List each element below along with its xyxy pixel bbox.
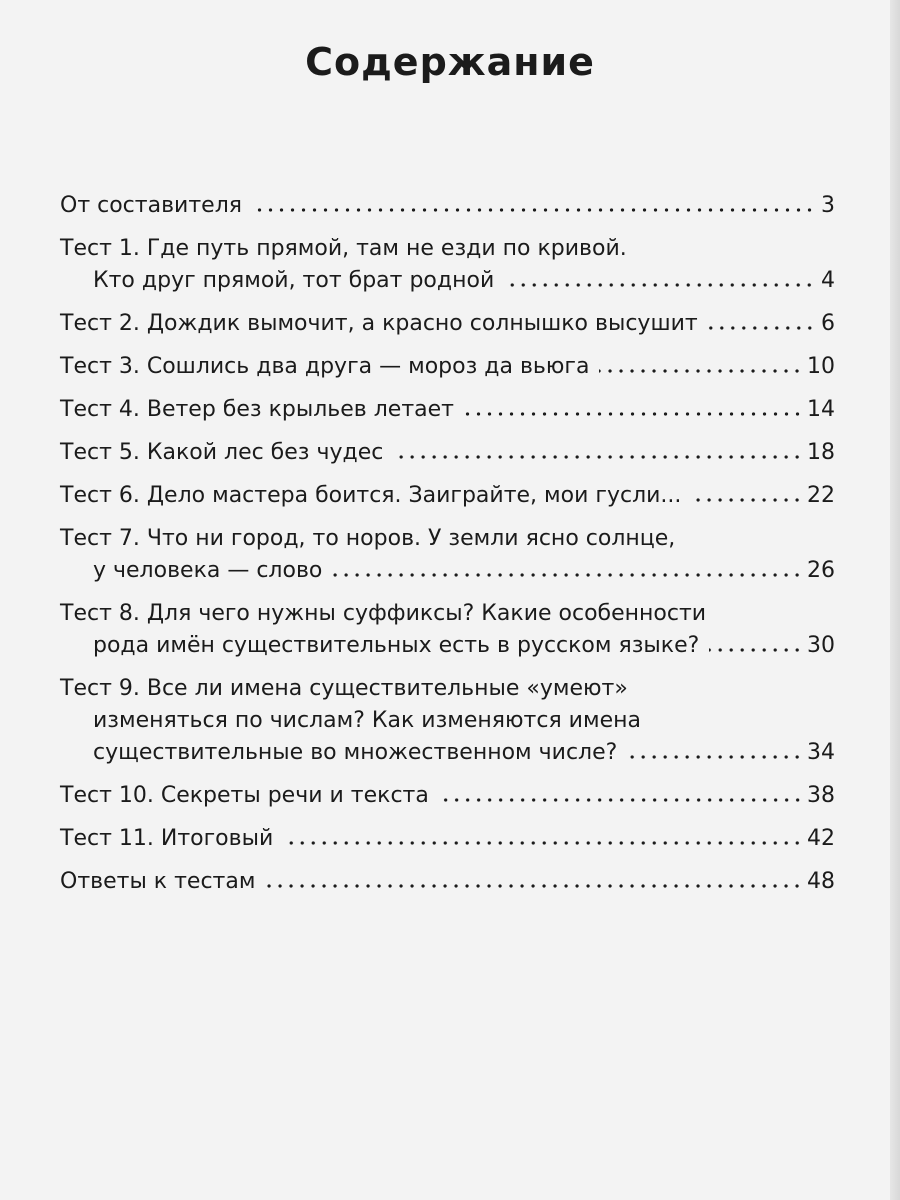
toc-entry-line bbox=[60, 555, 835, 587]
dot-leader bbox=[627, 755, 803, 759]
toc-entry-title: рода имён существительных есть в русском языке? bbox=[93, 633, 700, 658]
dot-leader bbox=[283, 841, 803, 845]
toc-page-number: 30 bbox=[807, 633, 835, 658]
toc-entry-title: Тест 6. Дело мастера боится. Заиграйте, мои гусли... bbox=[60, 483, 682, 508]
toc-entry-line bbox=[60, 823, 835, 855]
toc-entry-title: Тест 9. Все ли имена существительные «умеют» bbox=[60, 676, 628, 701]
toc-entry bbox=[60, 308, 835, 340]
toc-page-number: 42 bbox=[807, 826, 835, 851]
dot-leader bbox=[332, 573, 803, 577]
toc-page-number: 14 bbox=[807, 397, 835, 422]
toc-entry-title: изменяться по числам? Как изменяются имена bbox=[93, 708, 641, 733]
toc-entry bbox=[60, 437, 835, 469]
dot-leader bbox=[708, 326, 815, 330]
toc-entry-line bbox=[60, 437, 835, 469]
toc-entry-title: у человека — слово bbox=[93, 558, 323, 583]
toc-entry-line bbox=[60, 480, 835, 512]
dot-leader bbox=[393, 455, 803, 459]
toc-entry-title: Тест 8. Для чего нужны суффиксы? Какие особенности bbox=[60, 601, 707, 626]
toc-entry-line bbox=[60, 233, 835, 265]
toc-entry-line bbox=[60, 673, 835, 705]
toc-entry bbox=[60, 190, 835, 222]
toc-entry bbox=[60, 598, 835, 662]
toc-page-number: 18 bbox=[807, 440, 835, 465]
toc-entry-line bbox=[60, 598, 835, 630]
toc-entry-line bbox=[60, 308, 835, 340]
toc-entry-line bbox=[60, 705, 835, 737]
toc-page-number: 10 bbox=[807, 354, 835, 379]
toc-entry-line bbox=[60, 265, 835, 297]
toc-page-number: 22 bbox=[807, 483, 835, 508]
dot-leader bbox=[439, 798, 803, 802]
toc-entry-line bbox=[60, 737, 835, 769]
toc-entry-line bbox=[60, 630, 835, 662]
toc-page-number: 4 bbox=[821, 268, 835, 293]
toc-entry-title: Тест 11. Итоговый bbox=[60, 826, 274, 851]
toc-page-number: 6 bbox=[821, 311, 835, 336]
toc-entry-line bbox=[60, 190, 835, 222]
page-edge bbox=[890, 0, 900, 1200]
toc-entry-line bbox=[60, 351, 835, 383]
toc-entry-title: существительные во множественном числе? bbox=[93, 740, 618, 765]
toc-entry bbox=[60, 394, 835, 426]
dot-leader bbox=[599, 369, 803, 373]
dot-leader bbox=[691, 498, 803, 502]
toc-entry-line bbox=[60, 523, 835, 555]
toc-page-number: 38 bbox=[807, 783, 835, 808]
toc-page-number: 26 bbox=[807, 558, 835, 583]
dot-leader bbox=[252, 208, 815, 212]
dot-leader bbox=[709, 648, 803, 652]
toc-entry-title: От составителя bbox=[60, 193, 242, 218]
table-of-contents bbox=[60, 190, 835, 909]
toc-page-number: 48 bbox=[807, 869, 835, 894]
toc-entry bbox=[60, 523, 835, 587]
dot-leader bbox=[504, 283, 815, 287]
toc-entry-line bbox=[60, 866, 835, 898]
page-title: Содержание bbox=[305, 40, 595, 84]
toc-entry-title: Тест 1. Где путь прямой, там не езди по кривой. bbox=[60, 236, 627, 261]
toc-entry bbox=[60, 351, 835, 383]
toc-page-number: 34 bbox=[807, 740, 835, 765]
toc-entry bbox=[60, 780, 835, 812]
toc-entry bbox=[60, 823, 835, 855]
toc-entry-line bbox=[60, 780, 835, 812]
toc-entry bbox=[60, 866, 835, 898]
toc-entry-title: Тест 5. Какой лес без чудес bbox=[60, 440, 384, 465]
toc-entry-line bbox=[60, 394, 835, 426]
toc-page-number: 3 bbox=[821, 193, 835, 218]
dot-leader bbox=[464, 412, 803, 416]
toc-entry-title: Тест 2. Дождик вымочит, а красно солнышко высушит bbox=[60, 311, 698, 336]
toc-entry-title: Ответы к тестам bbox=[60, 869, 256, 894]
toc-entry bbox=[60, 233, 835, 297]
toc-entry-title: Тест 10. Секреты речи и текста bbox=[60, 783, 429, 808]
toc-entry bbox=[60, 480, 835, 512]
toc-entry bbox=[60, 673, 835, 769]
toc-entry-title: Кто друг прямой, тот брат родной bbox=[93, 268, 495, 293]
toc-entry-title: Тест 4. Ветер без крыльев летает bbox=[60, 397, 454, 422]
toc-entry-title: Тест 7. Что ни город, то норов. У земли ясно солнце, bbox=[60, 526, 676, 551]
toc-entry-title: Тест 3. Сошлись два друга — мороз да вьюга bbox=[60, 354, 590, 379]
dot-leader bbox=[265, 884, 803, 888]
